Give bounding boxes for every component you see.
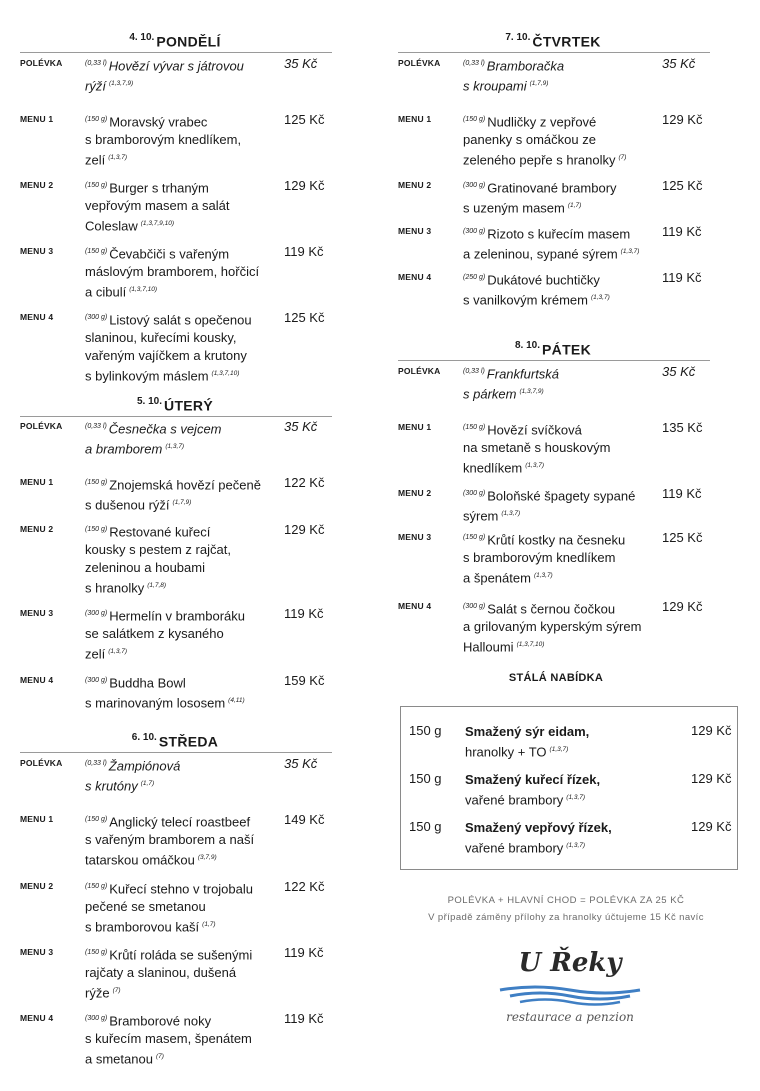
day-date: 6. 10. [131, 732, 157, 743]
dish-line: Moravský vrabec [109, 114, 208, 130]
dish-line: a grilovaným kyperským sýrem [463, 619, 642, 635]
portion-size: (300 g) [85, 610, 108, 617]
dish-description [463, 269, 643, 310]
item-label: MENU 1 [20, 477, 54, 487]
portion-size: (300 g) [463, 603, 486, 610]
logo-tagline: restaurace a penzion [506, 1010, 634, 1024]
dish-price: 129 Kč [662, 112, 703, 127]
dish-price: 122 Kč [284, 475, 325, 490]
dish-price: 119 Kč [662, 270, 702, 285]
dish-description [85, 878, 265, 937]
day-divider [398, 360, 710, 361]
portion-size: (150 g) [463, 534, 486, 541]
portion-size: (300 g) [463, 490, 486, 497]
dish-line: s bylinkovým máslem [85, 368, 209, 384]
dish-line: s párkem [463, 386, 517, 402]
item-label: MENU 4 [20, 675, 54, 685]
dish-description [463, 111, 643, 170]
day-date: 4. 10. [129, 32, 155, 43]
dish-line: s uzeným masem [463, 200, 565, 216]
dish-line: a bramborem [85, 441, 163, 457]
stala-dish [465, 723, 589, 761]
dish-description [463, 55, 643, 96]
dish-line: knedlíkem [463, 460, 523, 476]
dish-line: Čevabčiči s vařeným [109, 246, 230, 262]
dish-price: 119 Kč [662, 224, 702, 239]
dish-line: a cibulí [85, 284, 127, 300]
dish-line: Buddha Bowl [109, 675, 186, 691]
dish-line: rajčaty a slaninou, dušená [85, 965, 237, 981]
portion-size: (150 g) [85, 479, 108, 486]
portion-size: (150 g) [85, 883, 108, 890]
dish-price: 129 Kč [662, 599, 703, 614]
item-label: POLÉVKA [398, 366, 441, 376]
dish-line: zeleného pepře s hranolky [463, 152, 616, 168]
stala-portion: 150 g [409, 819, 442, 834]
portion-size: (150 g) [85, 248, 108, 255]
dish-line: slaninou, kuřecími kousky, [85, 330, 237, 346]
dish-price: 119 Kč [662, 486, 702, 501]
dish-price: 35 Kč [284, 419, 318, 434]
portion-size: (150 g) [85, 949, 108, 956]
portion-size: (300 g) [85, 677, 108, 684]
dish-description [85, 1010, 265, 1069]
allergens: (1,3,7,9,10) [140, 220, 174, 228]
day-divider [20, 52, 332, 53]
allergens: (1,3,7) [165, 443, 185, 451]
allergens: (1,3,7,9) [108, 80, 134, 88]
item-label: MENU 2 [20, 180, 54, 190]
portion-size: (0,33 l) [85, 60, 107, 67]
dish-line: s kuřecím masem, špenátem [85, 1031, 252, 1047]
dish-price: 125 Kč [284, 112, 325, 127]
dish-line: Bramborové noky [109, 1013, 212, 1029]
portion-size: (150 g) [85, 816, 108, 823]
day-divider [20, 416, 332, 417]
dish-line: tatarskou omáčkou [85, 852, 195, 868]
dish-line: Hermelín v bramboráku [109, 608, 246, 624]
allergens: (1,7,8) [147, 582, 167, 590]
dish-line: s dušenou rýží [85, 497, 170, 513]
dish-line: Nudličky z vepřové [487, 114, 597, 130]
dish-line: s hranolky [85, 580, 145, 596]
day-date: 8. 10. [515, 340, 541, 351]
allergens: (1,3,7) [566, 794, 586, 801]
dish-line: Bramboračka [486, 58, 565, 74]
dish-line: Krůtí roláda se sušenými [109, 947, 253, 963]
dish-line: Coleslaw [85, 218, 138, 234]
allergens: (1,3,7) [590, 294, 610, 302]
day-name: PÁTEK [542, 341, 591, 358]
dish-line: s krutóny [85, 778, 138, 794]
dish-line: s kroupami [463, 78, 527, 94]
item-label: MENU 2 [398, 488, 432, 498]
dish-price: 159 Kč [284, 673, 325, 688]
allergens: (1,7) [140, 780, 155, 788]
day-divider [398, 52, 710, 53]
item-label: MENU 2 [398, 180, 432, 190]
dish-line: Česnečka s vejcem [108, 421, 222, 437]
portion-size: (150 g) [85, 526, 108, 533]
allergens: (1,3,7) [549, 746, 569, 753]
dish-line: Hovězí svíčková [487, 422, 582, 438]
dish-description [85, 55, 265, 96]
dish-line: Krůtí kostky na česneku [487, 532, 626, 548]
day-date: 5. 10. [137, 396, 163, 407]
stala-dish-name: Smažený sýr eidam, [465, 724, 590, 739]
dish-line: a smetanou [85, 1051, 153, 1067]
day-header [20, 396, 330, 415]
dish-description [85, 309, 265, 386]
item-label: MENU 1 [398, 114, 432, 124]
dish-line: Frankfurtská [486, 366, 560, 382]
allergens: (1,3,7) [501, 510, 521, 518]
dish-line: a špenátem [463, 570, 531, 586]
dish-line: s bramborovým knedlíkem [463, 550, 616, 566]
dish-price: 119 Kč [284, 1011, 324, 1026]
footer-side-note: V případě záměny přílohy za hranolky účtujeme 15 Kč navíc [428, 912, 704, 923]
dish-description [85, 605, 265, 664]
dish-description [463, 363, 643, 404]
portion-size: (0,33 l) [85, 760, 107, 767]
dish-price: 125 Kč [662, 178, 703, 193]
day-name: STŘEDA [158, 733, 219, 750]
dish-line: zelí [85, 152, 106, 168]
dish-price: 125 Kč [662, 530, 703, 545]
dish-line: zelí [85, 646, 106, 662]
dish-line: zeleninou a houbami [85, 560, 205, 576]
stala-dish-name: Smažený kuřecí řízek, [465, 772, 601, 787]
dish-price: 35 Kč [284, 756, 318, 771]
dish-description [85, 755, 265, 796]
portion-size: (0,33 l) [463, 368, 485, 375]
stala-dish-side: hranolky + TO [465, 744, 547, 760]
restaurant-logo [470, 948, 670, 1033]
dish-line: Znojemská hovězí pečeně [109, 477, 261, 493]
dish-line: s bramborovou kaší [85, 919, 200, 935]
item-label: MENU 3 [398, 226, 432, 236]
item-label: MENU 4 [20, 1013, 54, 1023]
allergens: (1,3,7,10) [211, 370, 240, 378]
allergens: (1,3,7,10) [129, 286, 158, 294]
dish-description [85, 111, 265, 170]
stala-portion: 150 g [409, 723, 442, 738]
dish-description [463, 177, 643, 218]
dish-price: 129 Kč [284, 178, 325, 193]
dish-line: Hovězí vývar s játrovou [108, 58, 244, 74]
dish-line: a zeleninou, sypané sýrem [463, 246, 618, 262]
dish-line: Anglický telecí roastbeef [109, 814, 251, 830]
dish-description [463, 419, 643, 478]
allergens: (1,3,7) [525, 462, 545, 470]
dish-description [85, 243, 265, 302]
item-label: MENU 2 [20, 881, 54, 891]
dish-description [85, 944, 265, 1003]
dish-line: Gratinované brambory [487, 180, 617, 196]
dish-line: Boloňské špagety sypané [487, 488, 636, 504]
dish-line: sýrem [463, 508, 499, 524]
day-name: ÚTERÝ [164, 397, 213, 414]
dish-line: s vařeným bramborem a naší [85, 832, 255, 848]
stala-portion: 150 g [409, 771, 442, 786]
dish-price: 149 Kč [284, 812, 325, 827]
dish-price: 135 Kč [662, 420, 703, 435]
allergens: (7) [618, 154, 627, 162]
allergens: (4,11) [228, 697, 245, 705]
stala-nabidka-box [400, 706, 738, 870]
item-label: MENU 2 [20, 524, 54, 534]
portion-size: (250 g) [463, 274, 486, 281]
dish-line: pečené se smetanou [85, 899, 206, 915]
dish-line: Rizoto s kuřecím masem [487, 226, 631, 242]
stala-price: 129 Kč [691, 771, 732, 786]
dish-description [463, 223, 643, 264]
day-name: ČTVRTEK [532, 33, 601, 50]
portion-size: (150 g) [463, 424, 486, 431]
portion-size: (150 g) [463, 116, 486, 123]
dish-line: Listový salát s opečenou [109, 312, 252, 328]
allergens: (1,3,7) [108, 154, 128, 162]
item-label: POLÉVKA [20, 421, 63, 431]
dish-line: panenky s omáčkou ze [463, 132, 596, 148]
portion-size: (150 g) [85, 116, 108, 123]
dish-line: na smetaně s houskovým [463, 440, 611, 456]
stala-dish [465, 771, 600, 809]
dish-line: s marinovaným lososem [85, 695, 226, 711]
dish-line: Burger s trhaným [109, 180, 209, 196]
stala-dish [465, 819, 612, 857]
dish-description [85, 474, 265, 515]
item-label: MENU 3 [20, 947, 54, 957]
dish-price: 119 Kč [284, 244, 324, 259]
dish-line: kousky s pestem z rajčat, [85, 542, 231, 558]
dish-description [85, 177, 265, 236]
dish-price: 119 Kč [284, 606, 324, 621]
allergens: (1,3,7) [620, 248, 640, 256]
dish-description [85, 672, 265, 713]
dish-description [463, 529, 643, 588]
logo-brand: U Řeky [518, 948, 622, 978]
stala-dish-side: vařené brambory [465, 840, 564, 856]
logo-wave-icon [490, 984, 650, 1006]
day-header [20, 732, 330, 751]
allergens: (1,3,7,9) [519, 388, 544, 396]
dish-line: vařeným vajíčkem a krutony [85, 348, 247, 364]
portion-size: (300 g) [85, 314, 108, 321]
dish-line: máslovým bramborem, hořčicí [85, 264, 260, 280]
dish-price: 119 Kč [284, 945, 324, 960]
item-label: MENU 4 [398, 272, 432, 282]
allergens: (1,7,9) [172, 499, 192, 507]
portion-size: (150 g) [85, 182, 108, 189]
day-date: 7. 10. [505, 32, 531, 43]
dish-line: rýží [85, 78, 106, 94]
stala-price: 129 Kč [691, 723, 732, 738]
stala-dish-name: Smažený vepřový řízek, [465, 820, 612, 835]
allergens: (1,3,7) [533, 572, 553, 580]
dish-line: Halloumi [463, 639, 514, 655]
item-label: POLÉVKA [20, 758, 63, 768]
portion-size: (300 g) [463, 182, 486, 189]
dish-line: Salát s černou čočkou [487, 601, 616, 617]
dish-description [463, 485, 643, 526]
dish-price: 122 Kč [284, 879, 325, 894]
dish-description [463, 598, 643, 657]
item-label: MENU 3 [20, 246, 54, 256]
dish-price: 129 Kč [284, 522, 325, 537]
dish-line: s vanilkovým krémem [463, 292, 588, 308]
allergens: (1,3,7) [108, 648, 128, 656]
item-label: POLÉVKA [20, 58, 63, 68]
dish-line: Žampiónová [108, 758, 181, 774]
day-name: PONDĚLÍ [156, 33, 221, 50]
allergens: (3,7,9) [197, 854, 217, 862]
dish-description [85, 418, 265, 459]
allergens: (1,7) [202, 921, 216, 929]
item-label: POLÉVKA [398, 58, 441, 68]
allergens: (1,7) [567, 202, 582, 210]
dish-line: Restované kuřecí [109, 524, 211, 540]
day-header [20, 32, 330, 51]
day-divider [20, 752, 332, 753]
dish-line: s bramborovým knedlíkem, [85, 132, 242, 148]
portion-size: (300 g) [85, 1015, 108, 1022]
dish-price: 125 Kč [284, 310, 325, 325]
dish-price: 35 Kč [662, 364, 696, 379]
item-label: MENU 4 [398, 601, 432, 611]
stala-dish-side: vařené brambory [465, 792, 564, 808]
dish-line: se salátkem z kysaného [85, 626, 224, 642]
portion-size: (300 g) [463, 228, 486, 235]
dish-price: 35 Kč [662, 56, 696, 71]
dish-line: Kuřecí stehno v trojobalu [109, 881, 253, 897]
dish-line: Dukátové buchtičky [487, 272, 600, 288]
dish-line: rýže [85, 985, 110, 1001]
item-label: MENU 3 [20, 608, 54, 618]
footer-soup-offer: POLÉVKA + HLAVNÍ CHOD = POLÉVKA ZA 25 KČ [447, 895, 685, 906]
dish-line: vepřovým masem a salát [85, 198, 230, 214]
day-header [398, 340, 708, 359]
stala-price: 129 Kč [691, 819, 732, 834]
dish-description [85, 811, 265, 870]
allergens: (7) [155, 1053, 164, 1061]
allergens: (7) [112, 987, 121, 995]
day-header [398, 32, 708, 51]
allergens: (1,3,7,10) [516, 641, 545, 649]
item-label: MENU 1 [20, 114, 54, 124]
dish-price: 35 Kč [284, 56, 318, 71]
item-label: MENU 3 [398, 532, 432, 542]
item-label: MENU 1 [398, 422, 432, 432]
dish-description [85, 521, 265, 598]
item-label: MENU 1 [20, 814, 54, 824]
portion-size: (0,33 l) [85, 423, 107, 430]
allergens: (1,3,7) [566, 842, 586, 849]
allergens: (1,7,9) [529, 80, 549, 88]
portion-size: (0,33 l) [463, 60, 485, 67]
item-label: MENU 4 [20, 312, 54, 322]
stala-nabidka-title: STÁLÁ NABÍDKA [508, 672, 604, 684]
